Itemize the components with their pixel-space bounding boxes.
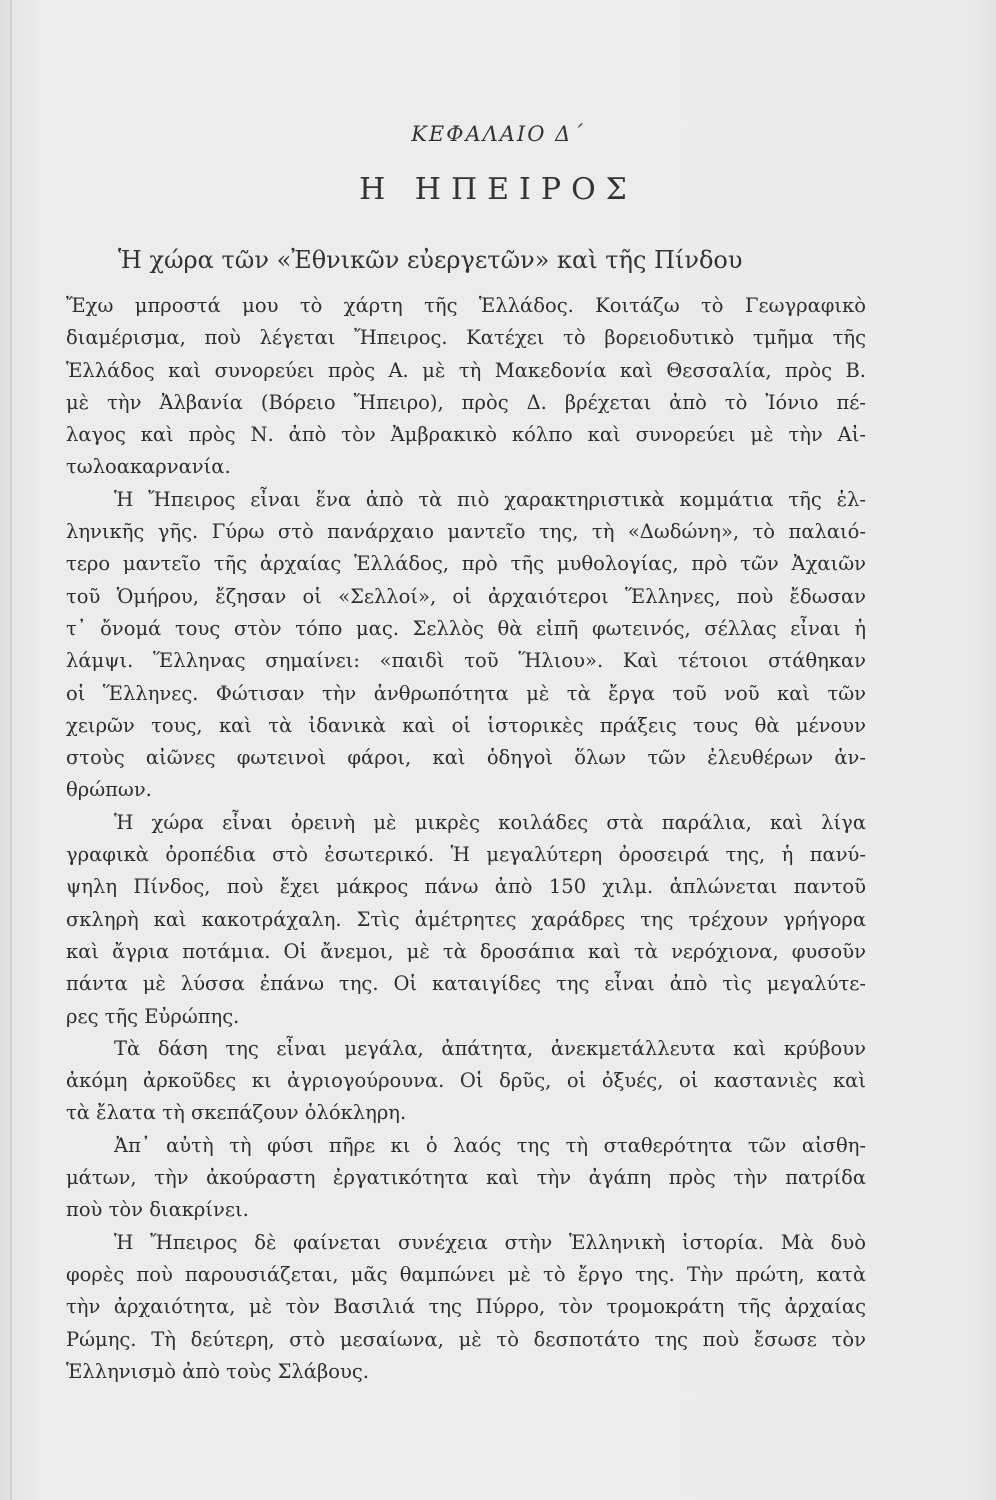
section-subtitle: Ἡ χώρα τῶν «Ἐθνικῶν εὐεργετῶν» καὶ τῆς Πίνδου <box>118 246 743 274</box>
text-line: χειρῶν τους, καὶ τὰ ἰδανικὰ καὶ οἱ ἱστορικὲς πράξεις τους θὰ μένουν <box>66 713 866 737</box>
text-line: οἱ Ἕλληνες. Φώτισαν τὴν ἀνθρωπότητα μὲ τὰ ἔργα τοῦ νοῦ καὶ τῶν <box>66 681 866 705</box>
text-line: ληνικῆς γῆς. Γύρω στὸ πανάρχαιο μαντεῖο της, τὴ «Δωδώνη», τὸ παλαιό- <box>66 520 866 544</box>
text-line: Ρώμης. Τὴ δεύτερη, στὸ μεσαίωνα, μὲ τὸ δεσποτάτο της ποὺ ἔσωσε τὸν <box>66 1327 866 1351</box>
text-line: σκληρὴ καὶ κακοτράχαλη. Στὶς ἀμέτρητες χαράδρες της τρέχουν γρήγορα <box>66 907 866 931</box>
text-line: Ἀπ᾿ αὐτὴ τὴ φύσι πῆρε κι ὁ λαός της τὴ σταθερότητα τῶν αἰσθη- <box>114 1133 866 1157</box>
text-line: μὲ τὴν Ἀλβανία (Βόρειο Ἤπειρο), πρὸς Δ. βρέχεται ἀπὸ τὸ Ἰόνιο πέ- <box>66 390 866 414</box>
body-text <box>66 290 866 1388</box>
text-line: Ἡ Ἤπειρος δὲ φαίνεται συνέχεια στὴν Ἑλληνικὴ ἱστορία. Μὰ δυὸ <box>114 1230 866 1254</box>
text-line: ἀκόμη ἀρκοῦδες κι ἀγριογούρουνα. Οἱ δρῦς, οἱ ὀξυές, οἱ καστανιὲς καὶ <box>66 1069 866 1093</box>
chapter-title: Η ΗΠΕΙΡΟΣ <box>359 172 637 207</box>
text-line: τὰ ἔλατα τὴ σκεπάζουν ὁλόκληρη. <box>66 1101 407 1125</box>
text-line: ψηλη Πίνδος, ποὺ ἔχει μάκρος πάνω ἀπὸ 150 χιλμ. ἁπλώνεται παντοῦ <box>66 875 866 899</box>
text-line: πάντα μὲ λύσσα ἐπάνω της. Οἱ καταιγίδες της εἶναι ἀπὸ τὶς μεγαλύτε- <box>66 972 866 996</box>
text-line: Τὰ δάση της εἶναι μεγάλα, ἀπάτητα, ἀνεκμετάλλευτα καὶ κρύβουν <box>114 1036 866 1060</box>
text-line: λάμψι. Ἕλληνας σημαίνει: «παιδὶ τοῦ Ἥλιου». Καὶ τέτοιοι στάθηκαν <box>66 649 866 673</box>
text-line: ρες τῆς Εὐρώπης. <box>66 1004 240 1028</box>
text-line: ποὺ τὸν διακρίνει. <box>66 1198 249 1222</box>
text-line: καὶ ἄγρια ποτάμια. Οἱ ἄνεμοι, μὲ τὰ δροσάπια καὶ τὰ νερόχιονα, φυσοῦν <box>66 939 866 963</box>
text-line: τὴν ἀρχαιότητα, μὲ τὸν Βασιλιά της Πύρρο, τὸν τρομοκράτη τῆς ἀρχαίας <box>66 1295 866 1319</box>
text-line: θρώπων. <box>66 778 152 802</box>
text-line: λαγος καὶ πρὸς Ν. ἀπὸ τὸν Ἀμβρακικὸ κόλπο καὶ συνορεύει μὲ τὴν Αἰ- <box>66 423 866 447</box>
text-line: Ἑλλάδος καὶ συνορεύει πρὸς Α. μὲ τὴ Μακεδονία καὶ Θεσσαλία, πρὸς Β. <box>66 358 866 382</box>
text-line: τερο μαντεῖο τῆς ἀρχαίας Ἑλλάδος, πρὸ τῆς μυθολογίας, πρὸ τῶν Ἀχαιῶν <box>66 552 866 576</box>
text-line: τωλοακαρνανία. <box>66 455 231 479</box>
text-line: Ἡ Ἤπειρος εἶναι ἕνα ἀπὸ τὰ πιὸ χαρακτηριστικὰ κομμάτια τῆς ἑλ- <box>114 487 866 511</box>
text-line: μάτων, τὴν ἀκούραστη ἐργατικότητα καὶ τὴν ἀγάπη πρὸς τὴν πατρίδα <box>66 1166 866 1190</box>
text-line: διαμέρισμα, ποὺ λέγεται Ἤπειρος. Κατέχει τὸ βορειοδυτικὸ τμῆμα τῆς <box>66 326 866 350</box>
text-line: τ᾿ ὄνομά τους στὸν τόπο μας. Σελλὸς θὰ εἰπῆ φωτεινός, σέλλας εἶναι ἡ <box>66 616 866 640</box>
page-binding-edge <box>10 0 12 1500</box>
text-line: Ἔχω μπροστά μου τὸ χάρτη τῆς Ἑλλάδος. Κοιτάζω τὸ Γεωγραφικὸ <box>66 294 866 317</box>
chapter-label: ΚΕΦΑΛΑΙΟ Δ΄ <box>411 122 585 146</box>
text-line: Ἑλληνισμὸ ἀπὸ τοὺς Σλάβους. <box>66 1359 369 1383</box>
text-line: στοὺς αἰῶνες φωτεινοὶ φάροι, καὶ ὁδηγοὶ ὅλων τῶν ἐλευθέρων ἀν- <box>66 746 866 770</box>
text-line: Ἡ χώρα εἶναι ὀρεινὴ μὲ μικρὲς κοιλάδες στὰ παράλια, καὶ λίγα <box>114 810 866 834</box>
text-line: φορὲς ποὺ παρουσιάζεται, μᾶς θαμπώνει μὲ τὸ ἔργο της. Τὴν πρώτη, κατὰ <box>66 1262 866 1286</box>
text-line: τοῦ Ὁμήρου, ἔζησαν οἱ «Σελλοί», οἱ ἀρχαιότεροι Ἕλληνες, ποὺ ἔδωσαν <box>66 584 866 608</box>
text-line: γραφικὰ ὀροπέδια στὸ ἐσωτερικό. Ἡ μεγαλύτερη ὀροσειρά της, ἡ πανύ- <box>66 843 866 867</box>
